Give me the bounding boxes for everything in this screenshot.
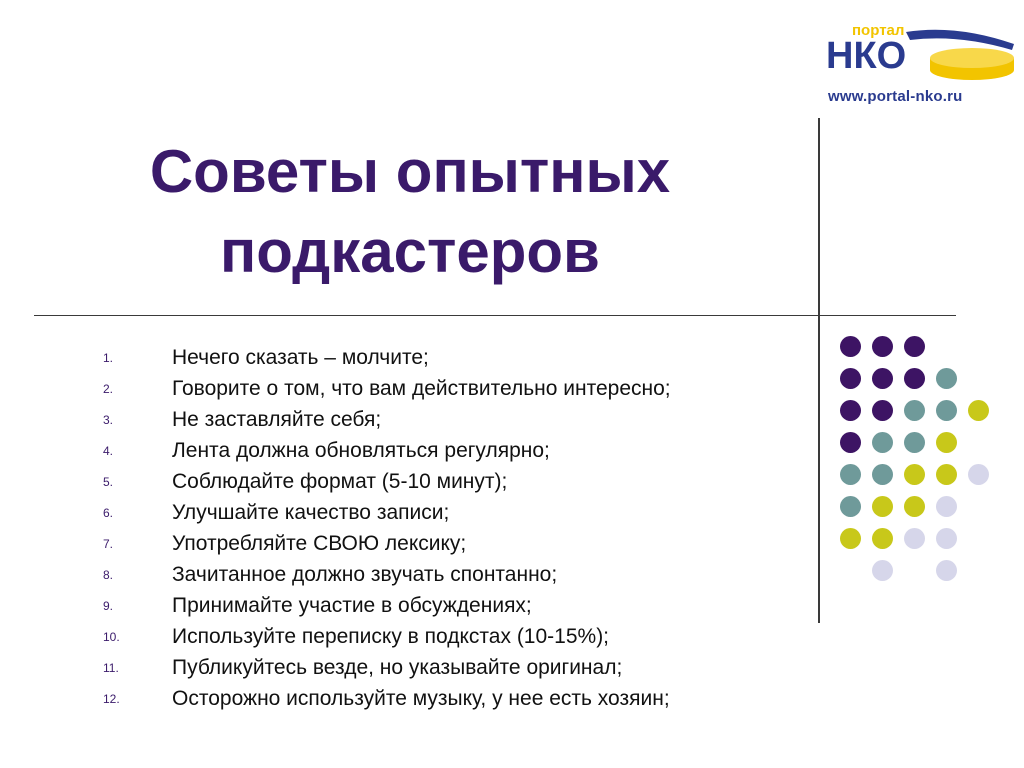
decorative-dot [904,464,925,485]
item-number: 9. [103,599,114,613]
decorative-dot [936,496,957,517]
decorative-dot [904,400,925,421]
vertical-divider [818,118,820,623]
decorative-dot [840,496,861,517]
item-number: 10. [103,630,120,644]
slide-title [60,132,760,292]
decorative-dot [936,464,957,485]
decorative-dot [840,464,861,485]
item-text: Нечего сказать – молчите; [172,346,429,369]
decorative-dot [872,336,893,357]
decorative-dot [936,560,957,581]
item-text: Осторожно используйте музыку, у нее есть хозяин; [172,687,670,710]
item-number: 12. [103,692,120,706]
decorative-dot [872,368,893,389]
item-number: 3. [103,413,114,427]
decorative-dot [872,400,893,421]
item-number: 7. [103,537,114,551]
logo-url: www.portal-nko.ru [828,88,963,105]
logo-main-word: НКО [826,35,907,77]
item-text: Говорите о том, что вам действительно интересно; [172,377,671,400]
decorative-dot [904,496,925,517]
decorative-dot [840,432,861,453]
title-line-1: Советы опытных [149,138,671,205]
item-text: Публикуйтесь везде, но указывайте оригинал; [172,656,623,679]
item-number: 4. [103,444,114,458]
title-line-2: подкастеров [220,218,600,285]
decorative-dot [968,400,989,421]
item-number: 5. [103,475,114,489]
decorative-dot [936,400,957,421]
decorative-dot [872,432,893,453]
decorative-dot [936,432,957,453]
decorative-dot [904,336,925,357]
item-text: Не заставляйте себя; [172,408,382,431]
decorative-dot [904,368,925,389]
decorative-dot [968,464,989,485]
decorative-dot [904,528,925,549]
item-text: Соблюдайте формат (5-10 минут); [172,470,508,493]
item-text: Употребляйте СВОЮ лексику; [172,532,467,555]
decorative-dot [936,368,957,389]
portal-nko-logo [826,18,1016,110]
item-number: 6. [103,506,114,520]
item-number: 8. [103,568,114,582]
decorative-dot [840,528,861,549]
item-text: Используйте переписку в подкстах (10-15%); [172,625,610,648]
decorative-dot [936,528,957,549]
logo-graphic [826,18,1016,88]
decorative-dot [872,496,893,517]
horizontal-divider [34,315,956,316]
item-number: 11. [103,661,119,675]
item-text: Лента должна обновляться регулярно; [172,439,550,462]
item-text: Зачитанное должно звучать спонтанно; [172,563,558,586]
decorative-dot [840,400,861,421]
item-text: Улучшайте качество записи; [172,501,450,524]
item-text: Принимайте участие в обсуждениях; [172,594,532,617]
decorative-dot [840,336,861,357]
logo-swoosh [906,30,1014,50]
decorative-dot [872,528,893,549]
decorative-dot [904,432,925,453]
decorative-dot [872,560,893,581]
item-number: 1. [103,351,114,365]
decorative-dot [872,464,893,485]
item-number: 2. [103,382,114,396]
logo-disc-top [930,48,1014,68]
decorative-dot [840,368,861,389]
logo-top-word: портал [852,22,905,39]
